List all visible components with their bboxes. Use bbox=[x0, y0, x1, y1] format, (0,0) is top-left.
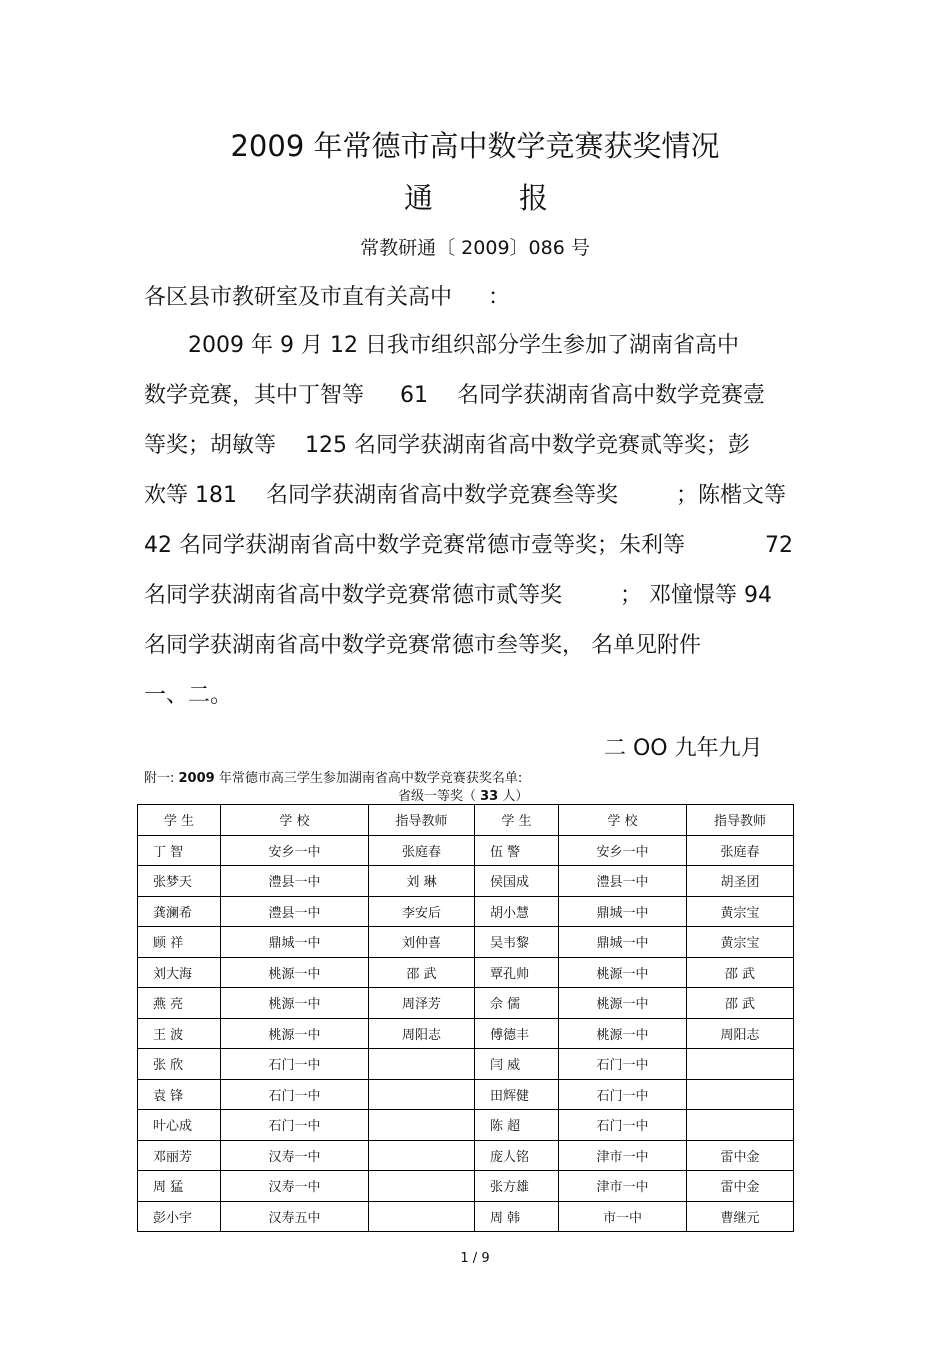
table-cell: 周泽芳 bbox=[369, 988, 475, 1019]
table-header-cell: 学 校 bbox=[559, 805, 687, 836]
table-cell: 桃源一中 bbox=[221, 1018, 369, 1049]
table-cell: 张方雄 bbox=[475, 1171, 559, 1202]
table-row bbox=[138, 1079, 794, 1110]
table-cell: 黄宗宝 bbox=[687, 927, 794, 958]
table-cell: 津市一中 bbox=[559, 1140, 687, 1171]
table-cell: 胡小慧 bbox=[475, 896, 559, 927]
table-cell: 桃源一中 bbox=[221, 957, 369, 988]
table-cell: 鼎城一中 bbox=[559, 896, 687, 927]
table-cell: 邵 武 bbox=[687, 988, 794, 1019]
body-line: 欢等 181 名同学获湖南省高中数学竞赛叁等奖 ；陈楷文等 bbox=[144, 483, 786, 508]
table-cell: 澧县一中 bbox=[221, 896, 369, 927]
award-table bbox=[137, 804, 794, 1232]
table-cell: 刘仲喜 bbox=[369, 927, 475, 958]
table-cell: 桃源一中 bbox=[559, 957, 687, 988]
table-cell: 侯国成 bbox=[475, 866, 559, 897]
table-cell: 闫 威 bbox=[475, 1049, 559, 1080]
table-cell: 胡圣团 bbox=[687, 866, 794, 897]
table-cell: 刘 琳 bbox=[369, 866, 475, 897]
table-cell: 周 猛 bbox=[138, 1171, 221, 1202]
table-cell bbox=[369, 1049, 475, 1080]
table-row bbox=[138, 835, 794, 866]
table-cell: 津市一中 bbox=[559, 1171, 687, 1202]
table-header-cell: 学 校 bbox=[221, 805, 369, 836]
table-cell: 邵 武 bbox=[369, 957, 475, 988]
table-row bbox=[138, 1049, 794, 1080]
table-cell: 桃源一中 bbox=[559, 1018, 687, 1049]
body-line: 等奖；胡敏等 125 名同学获湖南省高中数学竞赛贰等奖；彭 bbox=[144, 433, 750, 458]
table-cell: 陈 超 bbox=[475, 1110, 559, 1141]
table-row bbox=[138, 1140, 794, 1171]
table-cell: 张庭春 bbox=[687, 835, 794, 866]
table-cell bbox=[369, 1079, 475, 1110]
table-cell: 王 波 bbox=[138, 1018, 221, 1049]
table-cell: 澧县一中 bbox=[221, 866, 369, 897]
body-line: 各区县市教研室及市直有关高中 ： bbox=[144, 285, 510, 310]
table-cell: 石门一中 bbox=[221, 1049, 369, 1080]
table-cell: 傅德丰 bbox=[475, 1018, 559, 1049]
body-line: 2009 年 9 月 12 日我市组织部分学生参加了湖南省高中 bbox=[188, 333, 739, 358]
table-cell: 丁 智 bbox=[138, 835, 221, 866]
table-cell: 庞人铭 bbox=[475, 1140, 559, 1171]
subtitle-char-2: 报 bbox=[519, 181, 549, 215]
attachment-year: 2009 bbox=[178, 771, 215, 786]
body-line: 名同学获湖南省高中数学竞赛常德市叁等奖， 名单见附件 bbox=[144, 633, 701, 658]
page-number: 1 / 9 bbox=[460, 1251, 490, 1266]
document-title: 2009 年常德市高中数学竞赛获奖情况 bbox=[230, 129, 720, 163]
table-cell: 桃源一中 bbox=[221, 988, 369, 1019]
attachment-title-rest: 年常德市高三学生参加湖南省高中数学竞赛获奖名单: bbox=[214, 771, 523, 786]
table-header-cell: 指导教师 bbox=[687, 805, 794, 836]
award-level bbox=[398, 785, 528, 804]
table-row bbox=[138, 1171, 794, 1202]
table-cell: 刘大海 bbox=[138, 957, 221, 988]
table-cell: 袁 锋 bbox=[138, 1079, 221, 1110]
table-cell: 石门一中 bbox=[221, 1110, 369, 1141]
table-cell bbox=[687, 1110, 794, 1141]
table-cell: 石门一中 bbox=[559, 1110, 687, 1141]
table-header-row bbox=[138, 805, 794, 836]
table-cell: 吴韦黎 bbox=[475, 927, 559, 958]
table-cell: 石门一中 bbox=[559, 1049, 687, 1080]
table-cell: 田辉健 bbox=[475, 1079, 559, 1110]
document-subtitle bbox=[404, 176, 548, 217]
table-cell bbox=[369, 1201, 475, 1232]
table-cell: 张梦天 bbox=[138, 866, 221, 897]
table-cell: 汉寿一中 bbox=[221, 1140, 369, 1171]
body-line: 42 名同学获湖南省高中数学竞赛常德市壹等奖；朱利等 72 bbox=[144, 533, 793, 558]
attachment-prefix: 附一: bbox=[144, 771, 179, 786]
table-cell: 邓丽芳 bbox=[138, 1140, 221, 1171]
body-line: 一、二。 bbox=[144, 683, 233, 708]
table-cell: 雷中金 bbox=[687, 1171, 794, 1202]
table-cell: 鼎城一中 bbox=[221, 927, 369, 958]
table-row bbox=[138, 1201, 794, 1232]
table-cell: 周 韩 bbox=[475, 1201, 559, 1232]
subtitle-char-1: 通 bbox=[404, 181, 434, 215]
table-cell: 叶心成 bbox=[138, 1110, 221, 1141]
table-row bbox=[138, 988, 794, 1019]
table-cell bbox=[687, 1079, 794, 1110]
table-cell: 石门一中 bbox=[559, 1079, 687, 1110]
issue-date: 二 OO 九年九月 bbox=[604, 736, 763, 761]
table-cell: 李安后 bbox=[369, 896, 475, 927]
table-header-cell: 学 生 bbox=[138, 805, 221, 836]
table-cell: 石门一中 bbox=[221, 1079, 369, 1110]
table-cell bbox=[369, 1140, 475, 1171]
table-cell: 张庭春 bbox=[369, 835, 475, 866]
award-suffix: 人） bbox=[498, 789, 529, 804]
table-cell: 覃孔帅 bbox=[475, 957, 559, 988]
table-cell: 市一中 bbox=[559, 1201, 687, 1232]
table-cell: 澧县一中 bbox=[559, 866, 687, 897]
table-row bbox=[138, 1018, 794, 1049]
award-prefix: 省级一等奖（ bbox=[398, 789, 481, 804]
table-row bbox=[138, 927, 794, 958]
table-cell bbox=[369, 1171, 475, 1202]
table-cell: 曹继元 bbox=[687, 1201, 794, 1232]
table-cell: 黄宗宝 bbox=[687, 896, 794, 927]
table-cell: 鼎城一中 bbox=[559, 927, 687, 958]
award-count: 33 bbox=[480, 789, 499, 804]
table-cell: 雷中金 bbox=[687, 1140, 794, 1171]
table-header-cell: 学 生 bbox=[475, 805, 559, 836]
table-cell: 伍 警 bbox=[475, 835, 559, 866]
table-cell: 邵 武 bbox=[687, 957, 794, 988]
table-cell: 佘 儒 bbox=[475, 988, 559, 1019]
table-cell: 龚澜希 bbox=[138, 896, 221, 927]
table-cell: 彭小宇 bbox=[138, 1201, 221, 1232]
table-cell: 燕 亮 bbox=[138, 988, 221, 1019]
body-line: 数学竞赛，其中丁智等 61 名同学获湖南省高中数学竞赛壹 bbox=[144, 383, 765, 408]
table-row bbox=[138, 1110, 794, 1141]
table-cell: 顾 祥 bbox=[138, 927, 221, 958]
body-line: 名同学获湖南省高中数学竞赛常德市贰等奖 ； 邓憧憬等 94 bbox=[144, 583, 772, 608]
table-cell: 周阳志 bbox=[687, 1018, 794, 1049]
table-cell bbox=[369, 1110, 475, 1141]
table-header-cell: 指导教师 bbox=[369, 805, 475, 836]
table-cell: 周阳志 bbox=[369, 1018, 475, 1049]
table-cell: 汉寿五中 bbox=[221, 1201, 369, 1232]
table-row bbox=[138, 957, 794, 988]
table-cell: 桃源一中 bbox=[559, 988, 687, 1019]
table-cell bbox=[687, 1049, 794, 1080]
document-number: 常教研通〔 2009〕086 号 bbox=[360, 237, 590, 259]
table-cell: 张 欣 bbox=[138, 1049, 221, 1080]
attachment-title bbox=[144, 767, 522, 786]
table-row bbox=[138, 896, 794, 927]
table-cell: 安乡一中 bbox=[221, 835, 369, 866]
table-cell: 汉寿一中 bbox=[221, 1171, 369, 1202]
table-row bbox=[138, 866, 794, 897]
table-cell: 安乡一中 bbox=[559, 835, 687, 866]
